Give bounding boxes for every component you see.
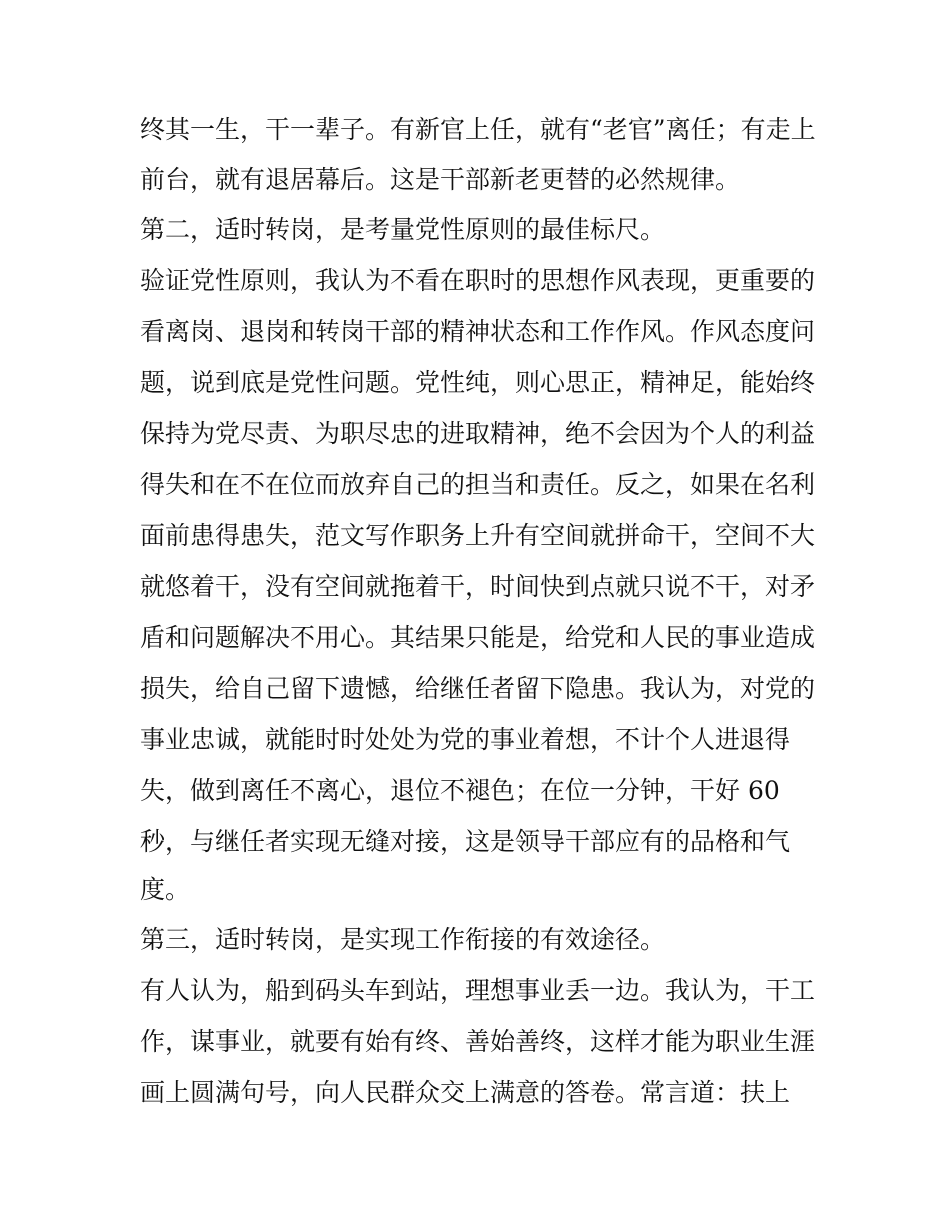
text-line: 有人认为，船到码头车到站，理想事业丢一边。我认为，干工: [140, 976, 816, 1005]
text-line: 就悠着干，没有空间就拖着干，时间快到点就只说不干，对矛: [140, 572, 816, 601]
text-line: 画上圆满句号，向人民群众交上满意的答卷。常言道：扶上: [140, 1078, 791, 1107]
section-heading: 第二，适时转岗，是考量党性原则的最佳标尺。: [140, 215, 666, 244]
text-line: 损失，给自己留下遗憾，给继任者留下隐患。我认为，对党的: [140, 674, 816, 703]
section-heading: 第三，适时转岗，是实现工作衔接的有效途径。: [140, 925, 666, 954]
text-line: 前台，就有退居幕后。这是干部新老更替的必然规律。: [140, 165, 741, 194]
text-line: 得失和在不在位而放弃自己的担当和责任。反之，如果在名利: [140, 470, 816, 499]
text-line: 秒，与继任者实现无缝对接，这是领导干部应有的品格和气: [140, 827, 791, 856]
text-line: 度。: [140, 875, 191, 904]
text-line: 盾和问题解决不用心。其结果只能是，给党和人民的事业造成: [140, 623, 816, 652]
text-line: 作，谋事业，就要有始有终、善始善终，这样才能为职业生涯: [140, 1027, 816, 1056]
text-line: 题，说到底是党性问题。党性纯，则心思正，精神足，能始终: [140, 368, 816, 397]
text-line: 看离岗、退岗和转岗干部的精神状态和工作作风。作风态度问: [140, 317, 816, 346]
text-line: 保持为党尽责、为职尽忠的进取精神，绝不会因为个人的利益: [140, 419, 816, 448]
text-line: 终其一生，干一辈子。有新官上任，就有“老官”离任；有走上: [140, 115, 816, 144]
text-line: 验证党性原则，我认为不看在职时的思想作风表现，更重要的: [140, 266, 816, 295]
text-line: 事业忠诚，就能时时处处为党的事业着想，不计个人进退得: [140, 725, 791, 754]
text-line: 面前患得患失，范文写作职务上升有空间就拼命干，空间不大: [140, 521, 816, 550]
text-line: 失，做到离任不离心，退位不褪色；在位一分钟，干好 60: [140, 776, 780, 805]
